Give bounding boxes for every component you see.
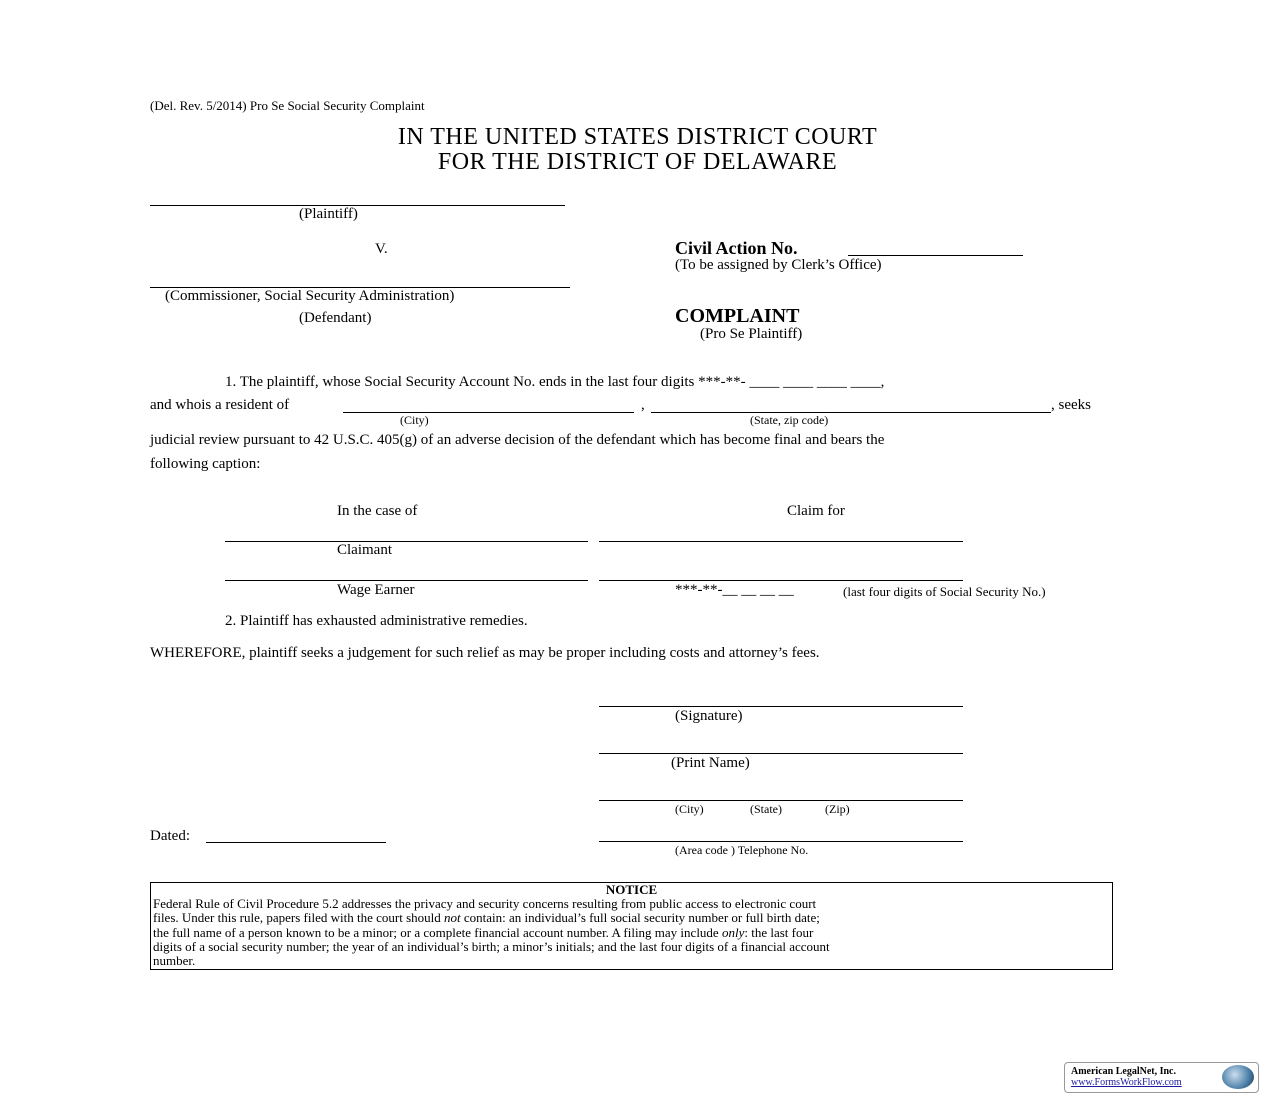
wage-earner-label: Wage Earner	[337, 582, 415, 598]
notice-text: files. Under this rule, papers filed with the court should	[153, 910, 444, 926]
form-id: (Del. Rev. 5/2014) Pro Se Social Security Complaint	[150, 98, 425, 113]
ssn-note: (last four digits of Social Security No.)	[843, 584, 1046, 599]
address-field[interactable]	[599, 800, 963, 801]
telephone-field[interactable]	[599, 841, 963, 842]
notice-line: digits of a social security number; the year of an individual’s birth; a minor’s initials; and the last four digits of a financial account	[153, 938, 830, 954]
print-name-label: (Print Name)	[671, 755, 750, 771]
para1-line3: judicial review pursuant to 42 U.S.C. 405(g) of an adverse decision of the defendant which has become final and bears the	[150, 432, 885, 448]
versus: V.	[375, 241, 388, 257]
civil-action-number-field[interactable]	[848, 255, 1023, 256]
defendant-label: (Defendant)	[299, 310, 372, 326]
para1-line2-start: and whois a resident of	[150, 397, 290, 413]
notice-text: : the last four	[744, 924, 814, 940]
claimant-field[interactable]	[225, 541, 588, 542]
notice-line: number.	[153, 953, 196, 969]
notice-title: NOTICE	[605, 882, 658, 897]
in-case-of-label: In the case of	[337, 503, 418, 519]
city-sig-label: (City)	[675, 802, 704, 816]
comma: ,	[641, 397, 645, 413]
signature-field[interactable]	[599, 706, 963, 707]
para1-line4: following caption:	[150, 456, 261, 472]
claim-ssn-field[interactable]	[599, 580, 963, 581]
americanlegalnet-logo[interactable]	[1064, 1062, 1259, 1093]
claim-for-label: Claim for	[787, 503, 845, 519]
plaintiff-label: (Plaintiff)	[299, 206, 358, 222]
civil-action-label: Civil Action No.	[675, 238, 798, 258]
claim-for-field[interactable]	[599, 541, 963, 542]
para2: 2. Plaintiff has exhausted administrative remedies.	[225, 613, 528, 629]
court-title-line2: FOR THE DISTRICT OF DELAWARE	[437, 149, 838, 175]
notice-line: Federal Rule of Civil Procedure 5.2 addresses the privacy and security concerns resulting from public access to electronic court	[153, 896, 817, 912]
para1-line2-end: , seeks	[1051, 397, 1091, 413]
zip-sig-label: (Zip)	[825, 802, 850, 816]
city-field[interactable]	[343, 412, 634, 413]
print-name-field[interactable]	[599, 753, 963, 754]
notice-emphasis: only	[721, 924, 745, 940]
court-title-line1: IN THE UNITED STATES DISTRICT COURT	[397, 124, 878, 150]
dated-field[interactable]	[206, 842, 386, 843]
notice-text: the full name of a person known to be a minor; or a complete financial account number. A filing may include	[153, 924, 722, 940]
ssn-digits: ***-**-__ __ __ __	[675, 582, 794, 598]
complaint-title: COMPLAINT	[675, 305, 800, 327]
wage-earner-field[interactable]	[225, 580, 588, 581]
defendant-name: (Commissioner, Social Security Administration)	[165, 288, 455, 304]
notice-text: contain: an individual’s full social security number or full birth date;	[460, 910, 820, 926]
civil-action-note: (To be assigned by Clerk’s Office)	[675, 257, 882, 273]
claimant-label: Claimant	[337, 542, 392, 558]
notice-line	[153, 911, 1110, 925]
logo-company: American LegalNet, Inc.	[1071, 1066, 1176, 1077]
para1-line1: 1. The plaintiff, whose Social Security Account No. ends in the last four digits ***-**- ____ ____ ____ ____,	[225, 374, 885, 390]
city-label: (City)	[400, 413, 429, 427]
telephone-label: (Area code ) Telephone No.	[675, 843, 809, 857]
dated-label: Dated:	[150, 828, 190, 844]
notice-emphasis: not	[444, 910, 461, 926]
logo-url-link[interactable]: www.FormsWorkFlow.com	[1071, 1077, 1182, 1088]
state-sig-label: (State)	[750, 802, 782, 816]
globe-icon	[1222, 1065, 1254, 1089]
notice-line	[153, 926, 1110, 940]
wherefore: WHEREFORE, plaintiff seeks a judgement for such relief as may be proper including costs and attorney’s fees.	[150, 645, 820, 661]
state-zip-field[interactable]	[651, 412, 1051, 413]
state-label: (State, zip code)	[750, 413, 829, 427]
notice-box	[150, 882, 1113, 970]
complaint-subtitle: (Pro Se Plaintiff)	[700, 326, 803, 342]
signature-label: (Signature)	[675, 708, 743, 724]
